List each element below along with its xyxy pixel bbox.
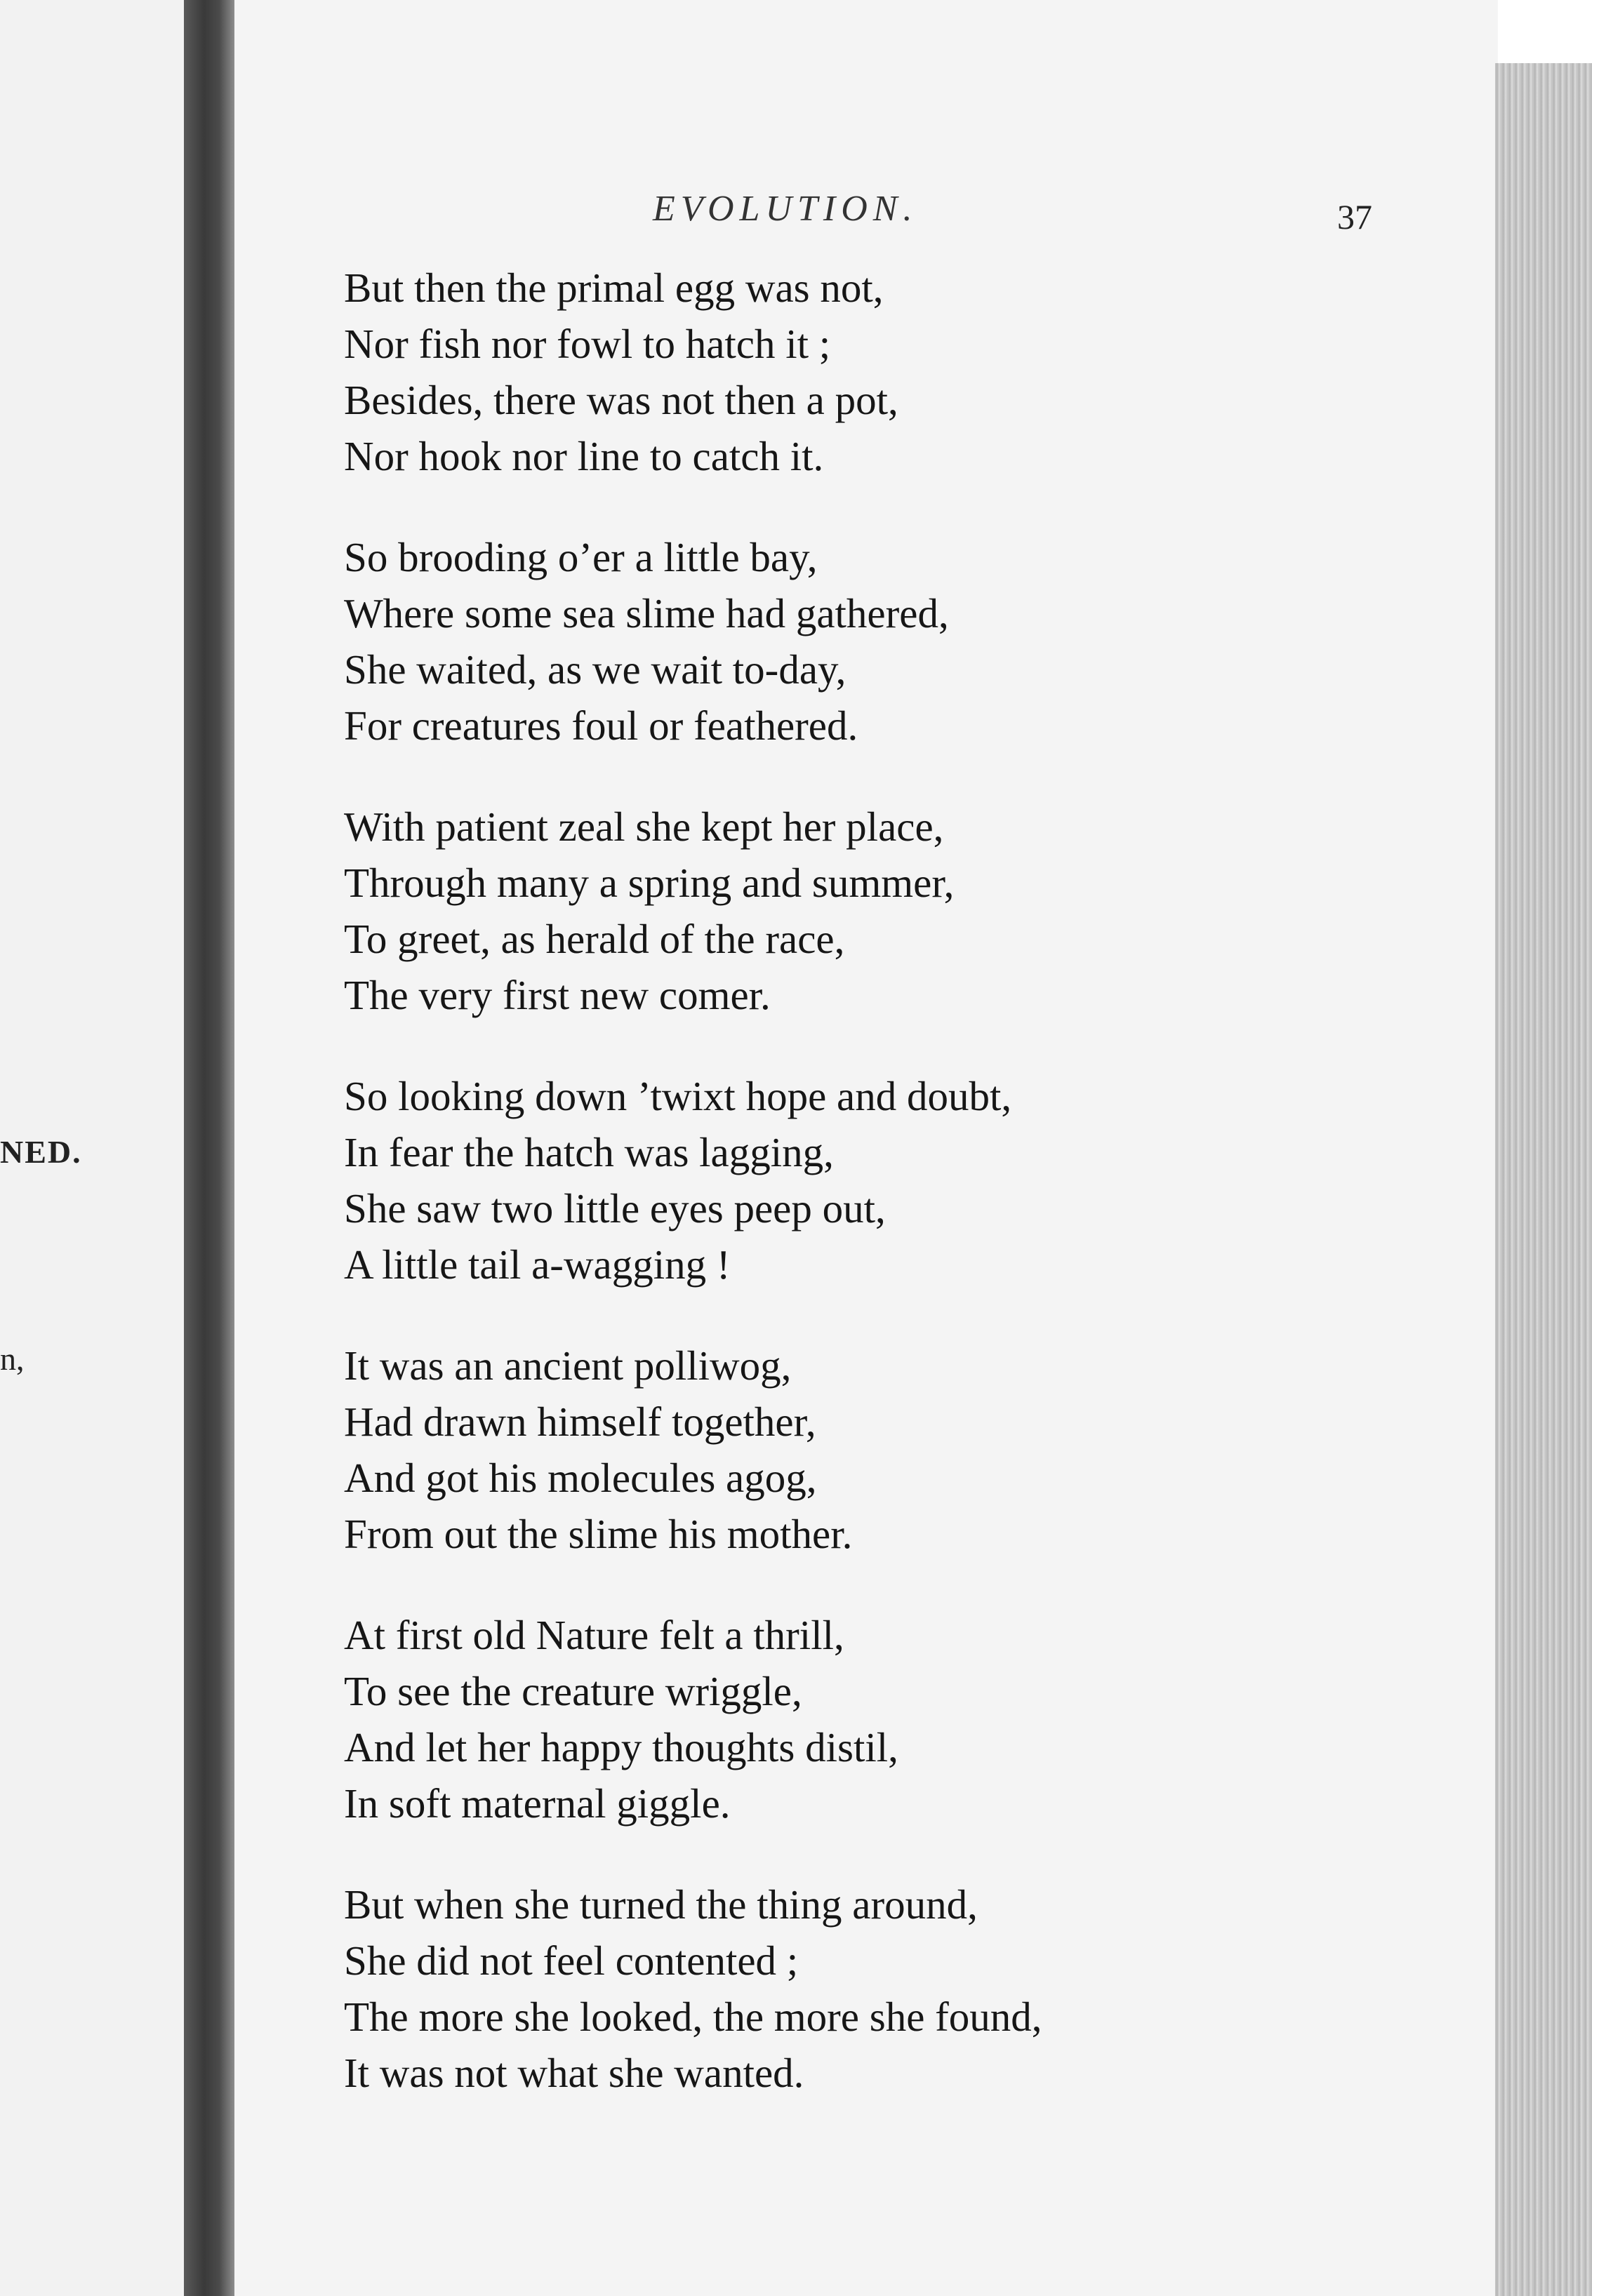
left-page-fragment: NED. — [0, 1134, 82, 1170]
poem-line: A little tail a-wagging ! — [344, 1241, 731, 1288]
poem-line: She saw two little eyes peep out, — [344, 1185, 886, 1232]
book-gutter — [184, 0, 234, 2296]
stanza — [344, 1876, 1439, 2101]
page-edges — [1495, 63, 1593, 2296]
poem-line: Had drawn himself together, — [344, 1399, 816, 1445]
poem-line: To see the creature wriggle, — [344, 1668, 802, 1714]
poem-line: With patient zeal she kept her place, — [344, 803, 944, 850]
poem-line: And let her happy thoughts distil, — [344, 1724, 898, 1770]
poem-line: To greet, as herald of the race, — [344, 916, 845, 962]
left-page-fragment: n, — [0, 1341, 25, 1377]
stanza — [344, 529, 1439, 754]
running-title: EVOLUTION. — [653, 189, 918, 229]
poem-line: Nor hook nor line to catch it. — [344, 433, 824, 479]
poem-line: The more she looked, the more she found, — [344, 1994, 1042, 2040]
poem-line: And got his molecules agog, — [344, 1455, 817, 1501]
poem-line: Through many a spring and summer, — [344, 860, 955, 906]
poem-line: But when she turned the thing around, — [344, 1881, 978, 1928]
stanza — [344, 260, 1439, 484]
poem-line: Where some sea slime had gathered, — [344, 590, 949, 636]
stanza — [344, 1337, 1439, 1562]
poem-line: In fear the hatch was lagging, — [344, 1129, 834, 1175]
poem-line: At first old Nature felt a thrill, — [344, 1612, 844, 1658]
poem-line: From out the slime his mother. — [344, 1511, 853, 1557]
scan-margin — [1592, 0, 1620, 2296]
poem-line: It was an ancient polliwog, — [344, 1342, 792, 1389]
poem-line: The very first new comer. — [344, 972, 771, 1018]
poem-line: Nor fish nor fowl to hatch it ; — [344, 321, 831, 367]
poem-line: In soft maternal giggle. — [344, 1780, 731, 1827]
left-facing-page — [0, 0, 190, 2296]
stanza — [344, 1068, 1439, 1293]
poem — [344, 260, 1439, 2146]
poem-line: So brooding o’er a little bay, — [344, 534, 818, 580]
poem-line: So looking down ’twixt hope and doubt, — [344, 1073, 1012, 1119]
poem-line: For creatures foul or feathered. — [344, 702, 858, 749]
poem-line: Besides, there was not then a pot, — [344, 377, 898, 423]
poem-line: It was not what she wanted. — [344, 2050, 804, 2096]
poem-line: But then the primal egg was not, — [344, 265, 884, 311]
poem-line: She waited, as we wait to-day, — [344, 646, 846, 693]
poem-line: She did not feel contented ; — [344, 1937, 799, 1984]
stanza — [344, 799, 1439, 1023]
page-number: 37 — [1337, 197, 1372, 236]
stanza — [344, 1607, 1439, 1831]
